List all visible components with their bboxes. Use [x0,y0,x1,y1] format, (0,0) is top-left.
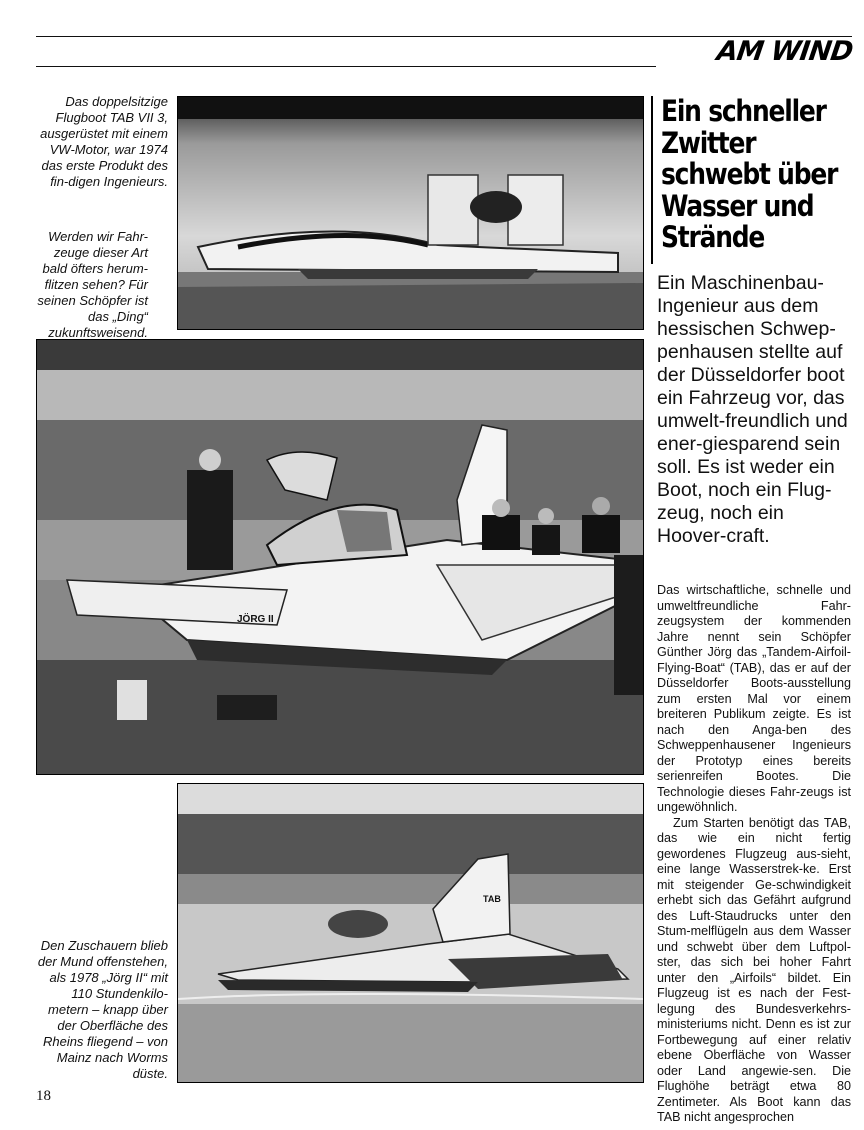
caption-photo-3: Den Zuschauern blieb der Mund offenstehen, als 1978 „Jörg II“ mit 110 Stundenkilo-metern – knapp über der Oberfläche des Rheins fliegend – von Mainz nach Worms düste. [37,938,168,1081]
body-paragraph-1: Das wirtschaftliche, schnelle und umweltfreundliche Fahr-zeugsystem der kommenden Jahre nennt sein Schöpfer Günther Jörg das „Tandem-Airfoil-Flying-Boat“ (TAB), das er auf der Düsseldorfer Boots-ausstellung zum ersten Mal vor einem breiteren Publikum zeigte. Es ist nach den Anga-ben des Schweppenhausener Ingenieurs der Prototyp eines bereits serienreifen Bootes. Die Technologie dieses Fahr-zeugs ist ungewöhnlich. [657,583,851,814]
headline: Ein schneller Zwitter schwebt über Wasser und Strände [661,94,838,254]
photo-tab-vii-3 [177,96,644,330]
section-title: AM WIND [714,36,855,67]
body-paragraph-2: Zum Starten benötigt das TAB, das wie ein nicht fertig gewordenes Flugzeug aus-sieht, eine lange Wasserstrek-ke. Erst mit steigender Ge-schwindigkeit erhebt sich das Gefährt aufgrund des Luft-Staudrucks unter den Stum-melflügeln aus dem Wasser und schwebt über dem Luftpol-ster, das sich bei hoher Fahrt unter den „Airfoils“ bildet. Ein Flugzeug ist es nach der Fest-legung des Bundesverkehrs-ministeriums nicht. Denn es ist zur Fortbewegung auf einer relativ ebene Oberfläche von Wasser oder Land angewie-sen. Die Flughöhe beträgt etwa 80 Zentimeter. Als Boot kann das TAB nicht angesprochen [657,815,851,1124]
caption-photo-1: Das doppelsitzige Flugboot TAB VII 3, ausgerüstet mit einem VW-Motor, war 1974 das erste Produkt des fin-digen Ingenieurs. [40,94,168,189]
body-text [657,583,851,1126]
photo-joerg-ii-rhine [177,783,644,1083]
caption-photo-2: Werden wir Fahr-zeuge dieser Art bald öfters herum-flitzen sehen? Für seinen Schöpfer ist das „Ding“ zukunftsweisend. [37,229,148,340]
headline-box [651,96,851,264]
page-number: 18 [36,1088,51,1104]
header-rule [36,66,656,67]
tail-marking-text: TAB [483,894,501,904]
lead-paragraph: Ein Maschinenbau-Ingenieur aus dem hessischen Schwep-penhausen stellte auf der Düsseldorfer boot ein Fahrzeug vor, das umwelt-freundlich und ener-giesparend sein soll. Es ist weder ein Boot, noch ein Flug-zeug, noch ein Hoover-craft. [657,272,848,547]
photo-tab-exhibition [36,339,644,775]
hull-marking-text: JÖRG II [237,614,274,625]
